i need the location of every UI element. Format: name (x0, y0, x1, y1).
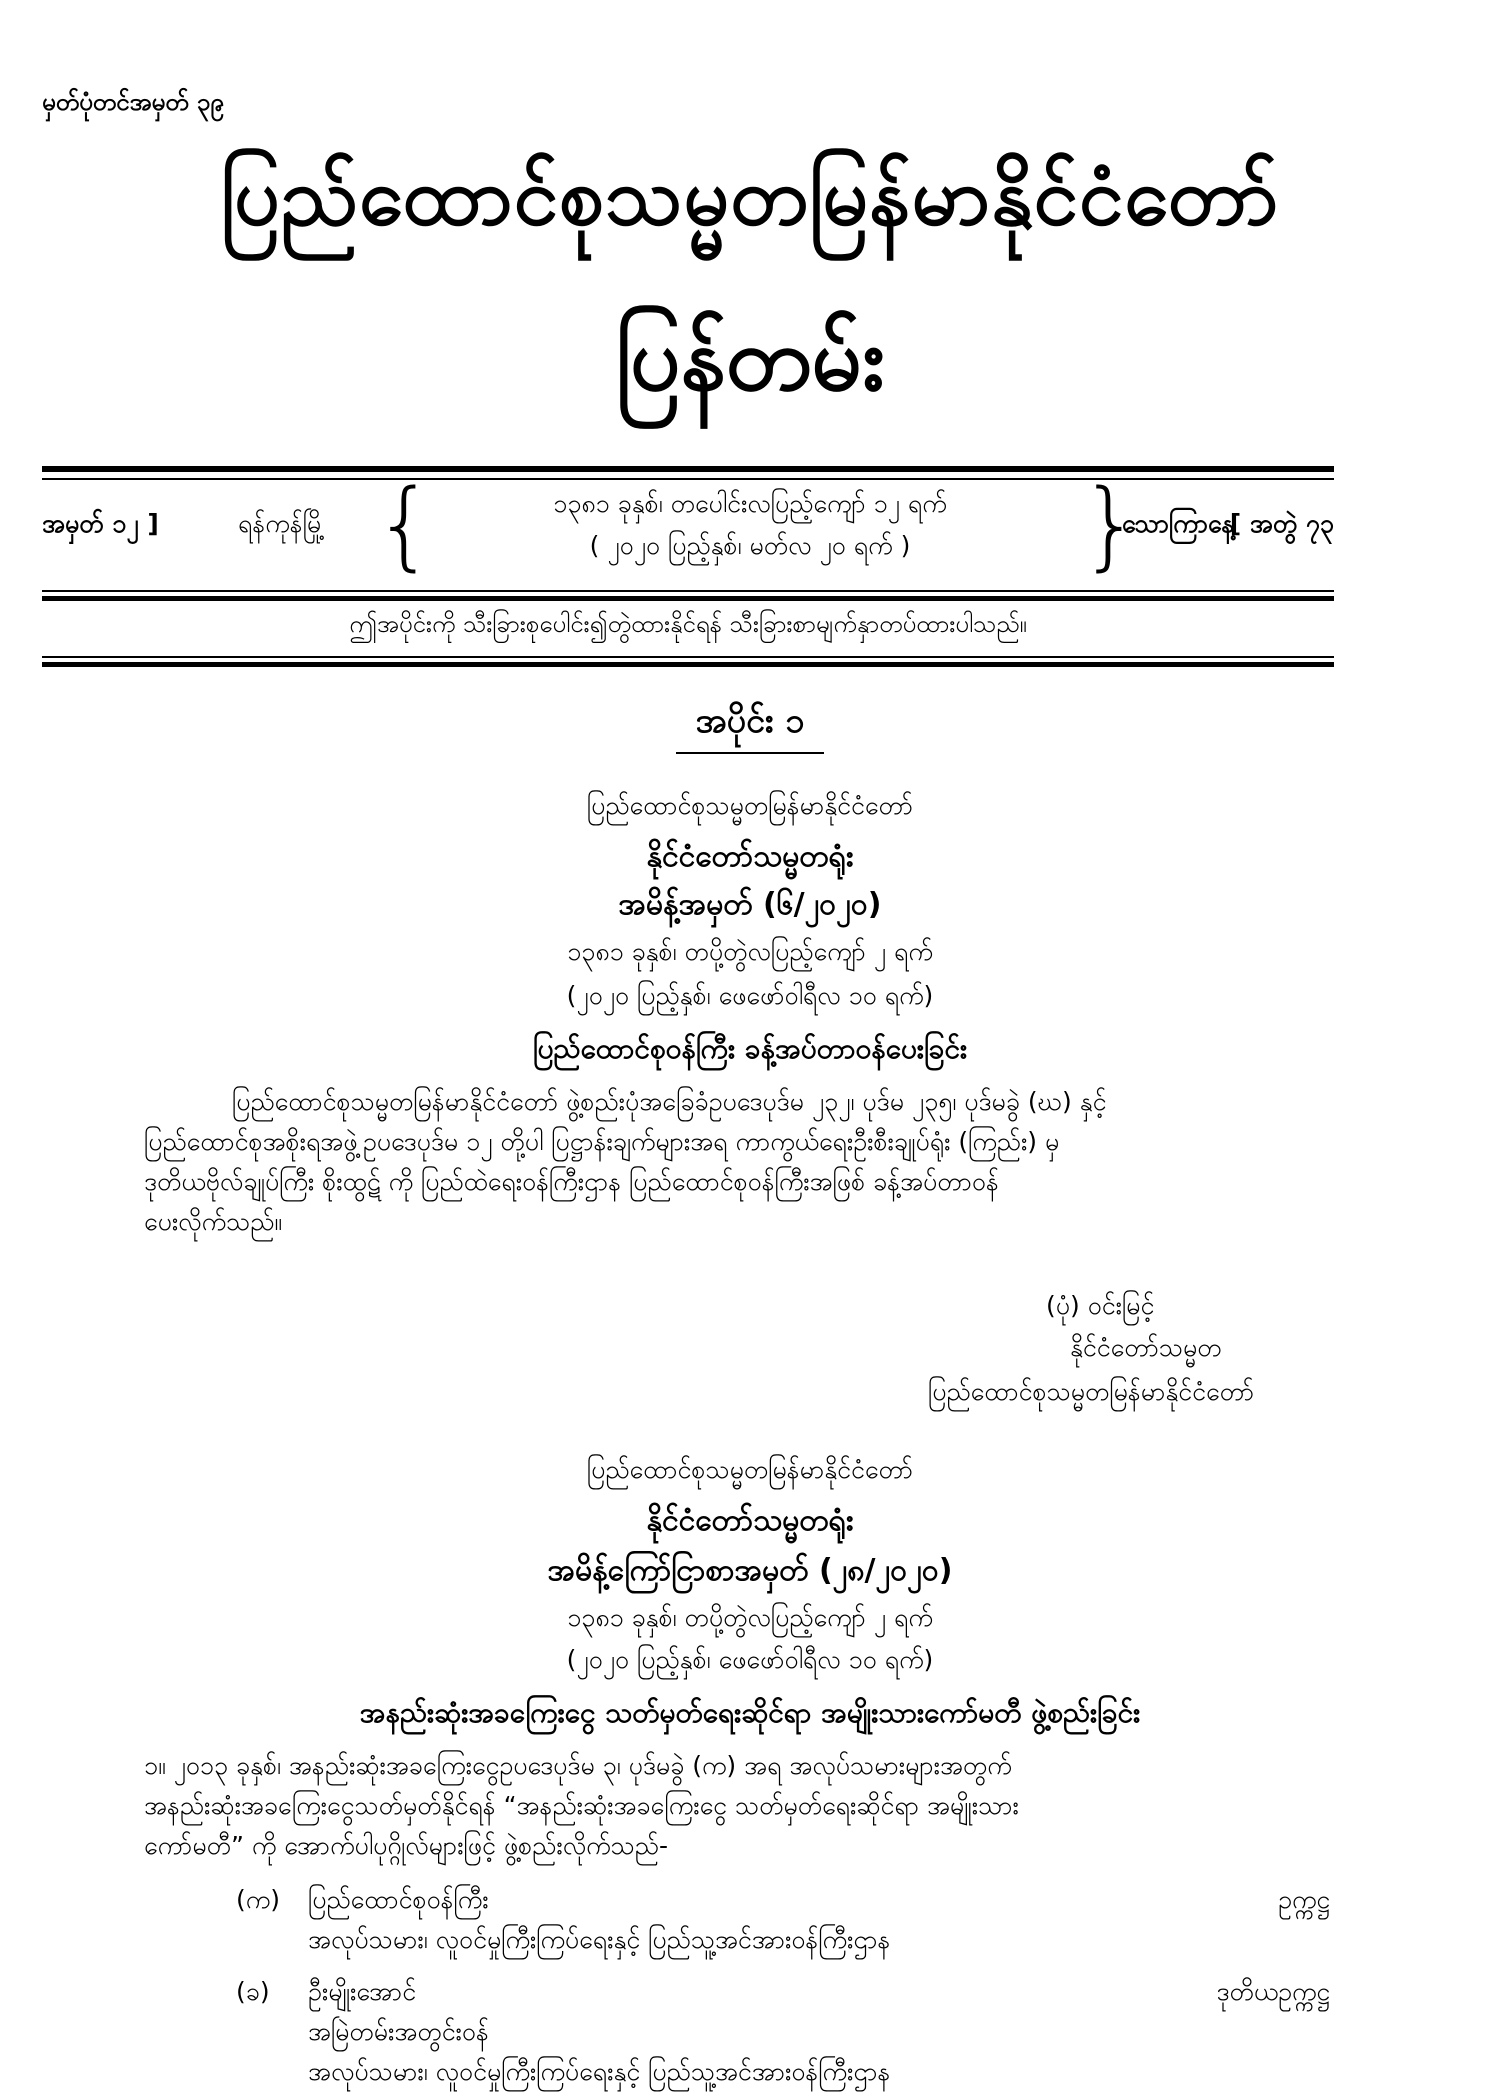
order1-date-gregorian: (၂၀၂၀ ပြည့်နှစ်၊ ဖေဖော်ဝါရီလ ၁၀ ရက်) (566, 981, 934, 1010)
member-role: ဒုတိယဥက္ကဋ္ဌ (1216, 1977, 1330, 2006)
order1-subject: ပြည်ထောင်စုဝန်ကြီး ခန့်အပ်တာဝန်ပေးခြင်း (532, 1032, 968, 1065)
order1-body (144, 1082, 1362, 1242)
order2-body-line: အနည်းဆုံးအခကြေးငွေသတ်မှတ်နိုင်ရန် “အနည်းဆုံးအခကြေးငွေ သတ်မှတ်ရေးဆိုင်ရာ အမျိုးသား (144, 1791, 1019, 1820)
separation-notice: ဤအပိုင်းကို သီးခြားစုပေါင်း၍တွဲထားနိုင်ရန် သီးခြားစာမျက်နှာတပ်ထားပါသည်။ (349, 610, 1027, 638)
right-brace-icon: } (1080, 469, 1142, 581)
order1-body-line: ပြည်ထောင်စုသမ္မတမြန်မာနိုင်ငံတော် ဖွဲ့စည်းပုံအခြေခံဥပဒေပုဒ်မ ၂၃၂၊ ပုဒ်မ ၂၃၅၊ ပုဒ်မခွဲ (ဃ) နှင့် (232, 1087, 1107, 1116)
order1-issuer-state: ပြည်ထောင်စုသမ္မတမြန်မာနိုင်ငံတော် (586, 791, 914, 820)
member-name: ဦးမျိုးအောင် (308, 1977, 417, 2006)
order2-issuer-office: နိုင်ငံတော်သမ္မတရုံး (646, 1503, 854, 1538)
registration-number: မှတ်ပုံတင်အမှတ် ၃၉ (42, 88, 224, 116)
mid-rule-thin (42, 590, 1334, 592)
issue-date-myanmar: ၁၃၈၁ ခုနှစ်၊ တပေါင်းလပြည့်ကျော် ၁၂ ရက် (553, 489, 947, 518)
member-label: (ခ) (236, 1977, 270, 2006)
left-brace-icon: { (374, 469, 436, 581)
part-title-underline (676, 752, 824, 754)
issue-info-row (42, 469, 1334, 588)
order1-signature-name: (ပုံ) ဝင်းမြင့် (1046, 1291, 1155, 1320)
member-detail-line: အမြဲတမ်းအတွင်းဝန် (308, 2017, 489, 2046)
member-detail-line: အလုပ်သမား၊ လူဝင်မှုကြီးကြပ်ရေးနှင့် ပြည်သူ့အင်အားဝန်ကြီးဌာန (308, 1925, 891, 1954)
order1-date-myanmar: ၁၃၈၁ ခုနှစ်၊ တပို့တွဲလပြည့်ကျော် ၂ ရက် (567, 937, 933, 966)
masthead-gazette-title: ပြန်တမ်း (615, 307, 885, 410)
member-name: ပြည်ထောင်စုဝန်ကြီး (308, 1885, 489, 1914)
issue-volume: [ အတွဲ ၇၃ (1229, 509, 1334, 538)
order1-signature-state: ပြည်ထောင်စုသမ္မတမြန်မာနိုင်ငံတော် (928, 1377, 1255, 1406)
order2-issuer-state: ပြည်ထောင်စုသမ္မတမြန်မာနိုင်ငံတော် (586, 1455, 914, 1484)
order1-body-line: ပေးလိုက်သည်။ (144, 1207, 282, 1236)
order1-body-line: ဒုတိယဗိုလ်ချုပ်ကြီး စိုးထွဋ် ကို ပြည်ထဲရေးဝန်ကြီးဌာန ပြည်ထောင်စုဝန်ကြီးအဖြစ် ခန့်အပ်တာဝန် (144, 1167, 999, 1196)
member-label: (က) (236, 1885, 280, 1914)
part-title: အပိုင်း ၁ (695, 701, 805, 741)
order2-body (144, 1746, 1362, 1866)
order2-date-gregorian: (၂၀၂၀ ပြည့်နှစ်၊ ဖေဖော်ဝါရီလ ၁၀ ရက်) (566, 1645, 934, 1674)
member-detail-line: အလုပ်သမား၊ လူဝင်မှုကြီးကြပ်ရေးနှင့် ပြည်သူ့အင်အားဝန်ကြီးဌာန (308, 2057, 891, 2086)
order2-subject: အနည်းဆုံးအခကြေးငွေ သတ်မှတ်ရေးဆိုင်ရာ အမျိုးသားကော်မတီ ဖွဲ့စည်းခြင်း (359, 1696, 1141, 1729)
order1-number: အမိန့်အမှတ် (၆/၂၀၂၀) (618, 887, 882, 922)
order2-body-line: ကော်မတီ” ကို အောက်ပါပုဂ္ဂိုလ်များဖြင့် ဖွဲ့စည်းလိုက်သည်- (144, 1831, 668, 1860)
order1-issuer-office: နိုင်ငံတော်သမ္မတရုံး (646, 839, 854, 874)
mid-rule-thick (42, 596, 1334, 601)
issue-number: အမှတ် ၁၂ ] (42, 509, 159, 538)
order1-body-line: ပြည်ထောင်စုအစိုးရအဖွဲ့ဥပဒေပုဒ်မ ၁၂ တို့ပါ ပြဋ္ဌာန်းချက်များအရ ကာကွယ်ရေးဦးစီးချုပ်ရုံး (ကြည်း) မှ (144, 1127, 1060, 1156)
order2-body-line: ၁။ ၂၀၁၃ ခုနှစ်၊ အနည်းဆုံးအခကြေးငွေဥပဒေပုဒ်မ ၃၊ ပုဒ်မခွဲ (က) အရ အလုပ်သမားများအတွက် (144, 1751, 1012, 1780)
issue-date-gregorian: ( ၂၀၂၀ ပြည့်နှစ်၊ မတ်လ ၂၀ ရက် ) (589, 531, 911, 560)
masthead-state-title: ပြည်ထောင်စုသမ္မတမြန်မာနိုင်ငံတော် (220, 150, 1280, 243)
issue-weekday: သောကြာနေ့ (1122, 509, 1235, 538)
notice-rule-thick (42, 662, 1334, 667)
order2-number: အမိန့်ကြော်ငြာစာအမှတ် (၂၈/၂၀၂၀) (547, 1553, 953, 1588)
order2-date-myanmar: ၁၃၈၁ ခုနှစ်၊ တပို့တွဲလပြည့်ကျော် ၂ ရက် (567, 1603, 933, 1632)
notice-rule-thin (42, 656, 1334, 658)
order1-signature-title: နိုင်ငံတော်သမ္မတ (1070, 1333, 1222, 1362)
member-role: ဥက္ကဋ္ဌ (1278, 1885, 1330, 1914)
issue-city: ရန်ကုန်မြို့ (238, 509, 326, 538)
